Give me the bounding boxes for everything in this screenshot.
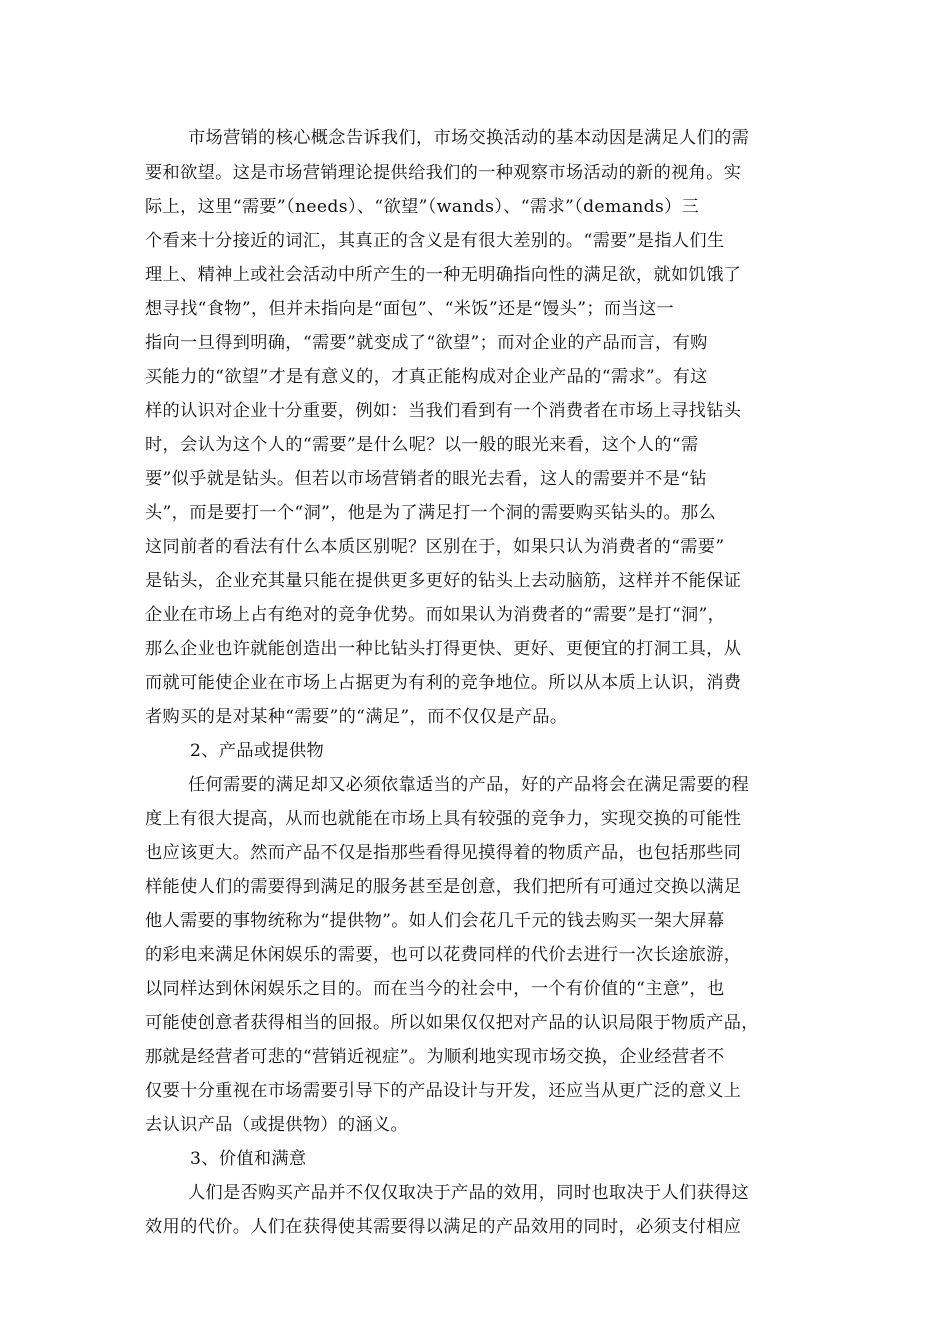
paragraph-line: 也应该更大。然而产品不仅是指那些看得见摸得着的物质产品，也包括那些同 bbox=[145, 843, 742, 863]
paragraph-line: 市场营销的核心概念告诉我们，市场交换活动的基本动因是满足人们的需 bbox=[188, 128, 750, 148]
paragraph-line: 可能使创意者获得相当的回报。所以如果仅仅把对产品的认识局限于物质产品， bbox=[145, 1013, 759, 1033]
paragraph-line: 企业在市场上占有绝对的竞争优势。而如果认为消费者的“需要”是打“洞”， bbox=[145, 605, 726, 625]
paragraph-line: 样能使人们的需要得到满足的服务甚至是创意，我们把所有可通过交换以满足 bbox=[145, 877, 742, 897]
paragraph-line: 要和欲望。这是市场营销理论提供给我们的一种观察市场活动的新的视角。实 bbox=[145, 163, 742, 183]
paragraph-line: 个看来十分接近的词汇，其真正的含义是有很大差别的。“需要”是指人们生 bbox=[145, 231, 725, 251]
paragraph-line: 样的认识对企业十分重要，例如：当我们看到有一个消费者在市场上寻找钻头 bbox=[145, 401, 742, 421]
section-heading: 3、价值和满意 bbox=[190, 1149, 307, 1169]
paragraph-line: 那么企业也许就能创造出一种比钻头打得更快、更好、更便宜的打洞工具，从 bbox=[145, 639, 742, 659]
paragraph-line: 指向一旦得到明确，“需要”就变成了“欲望”；而对企业的产品而言，有购 bbox=[145, 333, 708, 353]
paragraph-line: 他人需要的事物统称为“提供物”。如人们会花几千元的钱去购买一架大屏幕 bbox=[145, 911, 725, 931]
paragraph-line: 那就是经营者可悲的“营销近视症”。为顺利地实现市场交换，企业经营者不 bbox=[145, 1047, 725, 1067]
paragraph-line: 头”，而是要打一个“洞”，他是为了满足打一个洞的需要购买钻头的。那么 bbox=[145, 503, 717, 523]
paragraph-line: 时，会认为这个人的“需要”是什么呢？以一般的眼光来看，这个人的“需 bbox=[145, 435, 699, 455]
paragraph-line: 际上，这里“需要”（needs）、“欲望”（wands）、“需求”（demands）三 bbox=[145, 197, 700, 217]
paragraph-line: 是钻头，企业充其量只能在提供更多更好的钻头上去动脑筋，这样并不能保证 bbox=[145, 571, 742, 591]
paragraph-line: 效用的代价。人们在获得使其需要得以满足的产品效用的同时，必须支付相应 bbox=[145, 1217, 742, 1237]
paragraph-line: 想寻找“食物”，但并未指向是“面包”、“米饭”还是“馒头”；而当这一 bbox=[145, 299, 675, 319]
paragraph-line: 而就可能使企业在市场上占据更为有利的竞争地位。所以从本质上认识，消费 bbox=[145, 673, 742, 693]
section-heading: 2、产品或提供物 bbox=[190, 741, 325, 761]
paragraph-line: 的彩电来满足休闲娱乐的需要，也可以花费同样的代价去进行一次长途旅游， bbox=[145, 945, 742, 965]
paragraph-line: 去认识产品（或提供物）的涵义。 bbox=[145, 1115, 409, 1135]
paragraph-line: 人们是否购买产品并不仅仅取决于产品的效用，同时也取决于人们获得这 bbox=[188, 1183, 750, 1203]
paragraph-line: 买能力的“欲望”才是有意义的，才真正能构成对企业产品的“需求”。有这 bbox=[145, 367, 708, 387]
paragraph-line: 理上、精神上或社会活动中所产生的一种无明确指向性的满足欲，就如饥饿了 bbox=[145, 265, 742, 285]
paragraph-line: 仅要十分重视在市场需要引导下的产品设计与开发，还应当从更广泛的意义上 bbox=[145, 1081, 742, 1101]
paragraph-line: 以同样达到休闲娱乐之目的。而在当今的社会中，一个有价值的“主意”，也 bbox=[145, 979, 725, 999]
paragraph-line: 任何需要的满足却又必须依靠适当的产品，好的产品将会在满足需要的程 bbox=[188, 775, 750, 795]
paragraph-line: 要”似乎就是钻头。但若以市场营销者的眼光去看，这人的需要并不是“钻 bbox=[145, 469, 707, 489]
paragraph-line: 度上有很大提高，从而也就能在市场上具有较强的竞争力，实现交换的可能性 bbox=[145, 809, 742, 829]
paragraph-line: 这同前者的看法有什么本质区别呢？区别在于，如果只认为消费者的“需要” bbox=[145, 537, 725, 557]
paragraph-line: 者购买的是对某种“需要”的“满足”，而不仅仅是产品。 bbox=[145, 707, 568, 727]
